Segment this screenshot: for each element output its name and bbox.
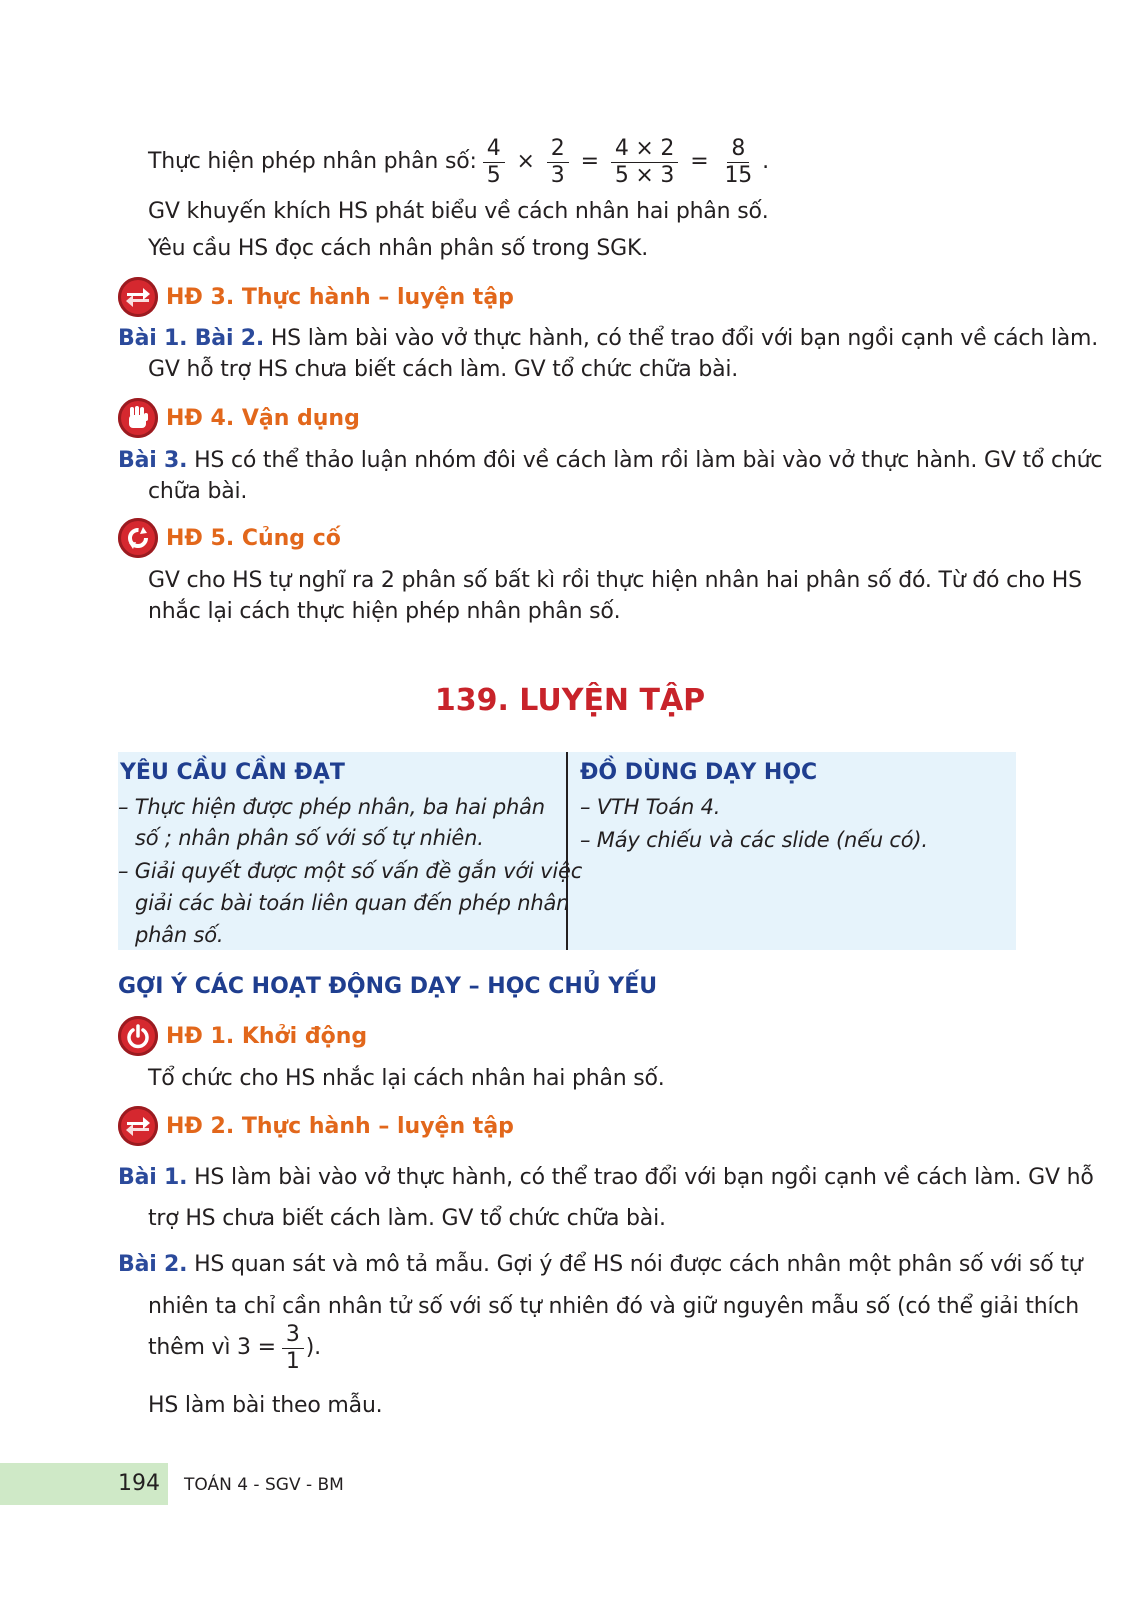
box-left-line: – Thực hiện được phép nhân, ba hai phân [118,795,545,819]
formula-end: . [762,149,769,174]
hd5-line1: GV cho HS tự nghĩ ra 2 phân số bất kì rồi thực hiện nhân hai phân số đó. Từ đó cho HS [148,568,1082,593]
box-divider [566,752,568,950]
b-hd1-text: Tổ chức cho HS nhắc lại cách nhân hai phân số. [148,1066,665,1091]
equals-sign-2: = [690,149,709,174]
bai1-line1: Bài 1. HS làm bài vào vở thực hành, có thể trao đổi với bạn ngồi cạnh về cách làm. GV hỗ [118,1165,1094,1190]
hd4-line1: Bài 3. HS có thể thảo luận nhóm đôi về cách làm rồi làm bài vào vở thực hành. GV tổ chức [118,448,1103,473]
hd3-title: HĐ 3. Thực hành – luyện tập [166,285,514,310]
hd5-title: HĐ 5. Củng cố [166,526,341,551]
page-number: 194 [118,1471,160,1496]
activities-heading: GỢI Ý CÁC HOẠT ĐỘNG DẠY – HỌC CHỦ YẾU [118,974,658,999]
bai2-line2: nhiên ta chỉ cần nhân tử số với số tự nhiên đó và giữ nguyên mẫu số (có thể giải thích [148,1294,1079,1319]
box-left-heading: YÊU CẦU CẦN ĐẠT [120,760,345,785]
power-icon [118,1016,158,1056]
refresh-icon [118,518,158,558]
bai-label: Bài 3. [118,448,188,473]
bai2-line3: thêm vì 3 = $\frac{3}{1}$ ). [148,1321,321,1374]
bai-label: Bài 1. Bài 2. [118,326,265,351]
box-right-heading: ĐỒ DÙNG DẠY HỌC [580,760,818,785]
formula-lead: Thực hiện phép nhân phân số: [148,149,477,174]
box-left-line: số ; nhân phân số với số tự nhiên. [135,826,484,850]
box-left-line: – Giải quyết được một số vấn đề gắn với việc [118,859,583,883]
b-hd2-title: HĐ 2. Thực hành – luyện tập [166,1114,514,1139]
hd3-line2: GV hỗ trợ HS chưa biết cách làm. GV tổ chức chữa bài. [148,357,739,382]
swap-arrows-icon [118,1106,158,1146]
objectives-box [118,752,1016,950]
hd3-line1: Bài 1. Bài 2. HS làm bài vào vở thực hành, có thể trao đổi với bạn ngồi cạnh về cách làm. [118,326,1099,351]
box-left-line: giải các bài toán liên quan đến phép nhân [135,891,570,915]
swap-arrows-icon [118,277,158,317]
book-title: TOÁN 4 - SGV - BM [184,1475,344,1495]
hd4-title: HĐ 4. Vận dụng [166,406,360,431]
box-right-line: – VTH Toán 4. [580,795,721,819]
times-sign: × [516,149,535,174]
fraction-3-1: $\frac{3}{1}$ [282,1322,304,1375]
fraction-4-5: $\frac{4}{5}$ [483,136,505,189]
bai-label: Bài 1. [118,1165,188,1190]
fraction-2-3: $\frac{2}{3}$ [547,136,569,189]
hd5-line2: nhắc lại cách thực hiện phép nhân phân số. [148,599,621,624]
box-right-line: – Máy chiếu và các slide (nếu có). [580,828,928,852]
fraction-8-15: $\frac{8}{15}$ [724,135,753,188]
b-hd1-title: HĐ 1. Khởi động [166,1024,368,1049]
bai2-last: HS làm bài theo mẫu. [148,1393,383,1418]
equals-sign: = [580,149,599,174]
box-left-line: phân số. [135,923,224,947]
paragraph: Yêu cầu HS đọc cách nhân phân số trong SGK. [148,236,649,261]
bai2-line1: Bài 2. HS quan sát và mô tả mẫu. Gợi ý để HS nói được cách nhân một phân số với số tự [118,1252,1083,1277]
hd4-line2: chữa bài. [148,479,248,504]
paragraph: GV khuyến khích HS phát biểu về cách nhân hai phân số. [148,199,769,224]
multiplication-formula [148,132,769,192]
fraction-product: $\frac{4 \times 2}{5 \times 3}$ [611,136,678,189]
section-title: 139. LUYỆN TẬP [434,683,706,718]
bai1-line2: trợ HS chưa biết cách làm. GV tổ chức chữa bài. [148,1206,666,1231]
fist-icon [118,398,158,438]
bai-label: Bài 2. [118,1252,188,1277]
